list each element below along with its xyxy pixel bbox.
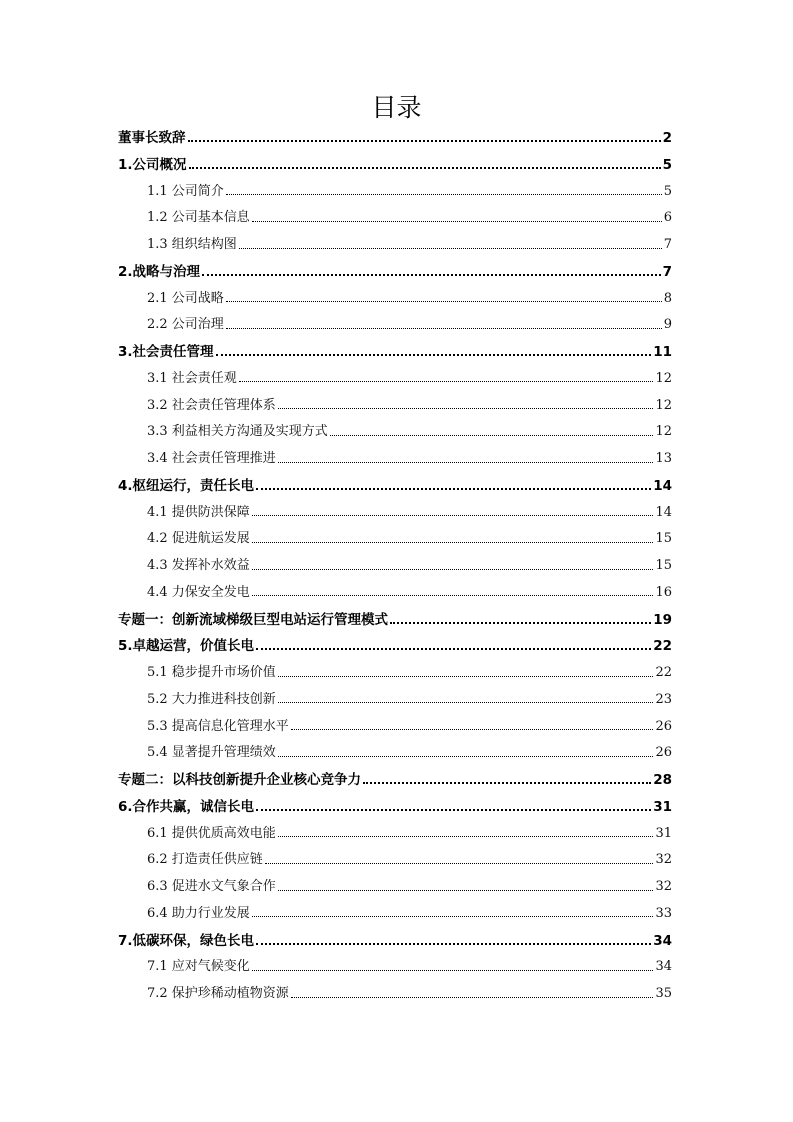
toc-subsection-entry[interactable] [147, 743, 672, 763]
toc-page-number: 7 [663, 237, 672, 252]
toc-dot-leader [278, 890, 654, 891]
toc-page-number: 34 [655, 959, 672, 975]
toc-entry-label: 6.合作共赢，诚信长电 [118, 798, 255, 815]
toc-dot-leader [265, 863, 654, 864]
toc-dot-leader [202, 274, 661, 276]
toc-entry-label: 6.4 助力行业发展 [147, 905, 250, 921]
toc-subsection-entry[interactable] [147, 289, 672, 309]
toc-page-number: 5 [663, 183, 672, 199]
toc-page-number: 15 [655, 531, 672, 547]
toc-subsection-entry[interactable] [147, 503, 672, 523]
toc-dot-leader [278, 836, 654, 837]
toc-entry-label: 7.1 应对气候变化 [147, 959, 250, 975]
toc-section-entry[interactable] [118, 797, 672, 817]
toc-page-number: 34 [653, 932, 672, 949]
toc-section-entry[interactable] [118, 931, 672, 951]
toc-page-number: 6 [663, 210, 672, 226]
toc-entry-label: 3.3 利益相关方沟通及实现方式 [147, 424, 328, 440]
toc-page-number: 12 [655, 424, 672, 440]
toc-entry-label: 4.3 发挥补水效益 [147, 558, 250, 573]
toc-page-number: 14 [653, 477, 672, 494]
toc-page-number: 22 [655, 665, 672, 680]
toc-entry-label: 2.2 公司治理 [147, 317, 224, 333]
toc-entry-label: 5.1 稳步提升市场价值 [147, 665, 276, 680]
toc-dot-leader [252, 542, 654, 543]
toc-dot-leader [189, 167, 661, 169]
toc-dot-leader [252, 569, 654, 570]
toc-subsection-entry[interactable] [147, 529, 672, 549]
toc-page-number: 32 [655, 852, 672, 868]
toc-entry-label: 5.3 提高信息化管理水平 [147, 718, 289, 734]
toc-dot-leader [291, 729, 654, 730]
toc-page-number: 9 [663, 317, 672, 333]
toc-section-entry[interactable] [118, 476, 672, 496]
toc-subsection-entry[interactable] [147, 904, 672, 924]
toc-dot-leader [390, 622, 651, 624]
toc-subsection-entry[interactable] [147, 182, 672, 202]
toc-page-number: 26 [655, 745, 672, 761]
toc-entry-label: 1.1 公司简介 [147, 183, 224, 199]
toc-subsection-entry[interactable] [147, 369, 672, 389]
toc-section-entry[interactable] [118, 770, 672, 790]
toc-page-number: 14 [655, 504, 672, 520]
toc-entry-label: 3.1 社会责任观 [147, 370, 237, 386]
toc-entry-label: 3.4 社会责任管理推进 [147, 451, 276, 466]
toc-entry-label: 5.4 显著提升管理绩效 [147, 745, 276, 761]
toc-subsection-entry[interactable] [147, 422, 672, 442]
toc-entry-label: 1.公司概况 [118, 156, 187, 173]
toc-dot-leader [226, 328, 662, 329]
toc-entry-label: 1.2 公司基本信息 [147, 210, 250, 226]
toc-entry-label: 5.2 大力推进科技创新 [147, 691, 276, 707]
toc-page-number: 22 [653, 638, 672, 655]
toc-dot-leader [278, 408, 654, 409]
toc-subsection-entry[interactable] [147, 449, 672, 469]
toc-entry-label: 2.战略与治理 [118, 263, 201, 280]
toc-subsection-entry[interactable] [147, 235, 672, 255]
toc-dot-leader [256, 488, 651, 490]
toc-page-number: 12 [655, 397, 672, 413]
toc-dot-leader [278, 462, 654, 463]
toc-dot-leader [278, 702, 654, 703]
toc-subsection-entry[interactable] [147, 396, 672, 416]
toc-page-number: 19 [653, 611, 672, 628]
toc-subsection-entry[interactable] [147, 957, 672, 977]
toc-subsection-entry[interactable] [147, 984, 672, 1004]
toc-subsection-entry[interactable] [147, 208, 672, 228]
toc-dot-leader [216, 354, 652, 356]
toc-section-entry[interactable] [118, 262, 672, 282]
toc-page-number: 5 [662, 156, 672, 173]
toc-subsection-entry[interactable] [147, 315, 672, 335]
toc-entry-label: 3.社会责任管理 [118, 344, 214, 360]
toc-entry-label: 1.3 组织结构图 [147, 237, 237, 252]
toc-entry-label: 4.2 促进航运发展 [147, 531, 250, 547]
toc-subsection-entry[interactable] [147, 717, 672, 737]
toc-dot-leader [252, 595, 654, 596]
toc-page-number: 11 [653, 344, 672, 360]
toc-dot-leader [278, 756, 654, 757]
toc-dot-leader [278, 676, 654, 677]
toc-entry-label: 7.2 保护珍稀动植物资源 [147, 986, 289, 1001]
toc-subsection-entry[interactable] [147, 690, 672, 710]
toc-subsection-entry[interactable] [147, 663, 672, 683]
toc-page-number: 15 [655, 558, 672, 573]
toc-page-number: 33 [655, 905, 672, 921]
toc-subsection-entry[interactable] [147, 583, 672, 603]
toc-entry-label: 专题二：以科技创新提升企业核心竞争力 [118, 772, 361, 788]
toc-page-number: 31 [653, 798, 672, 815]
toc-dot-leader [226, 194, 662, 195]
toc-entry-label: 专题一：创新流域梯级巨型电站运行管理模式 [118, 611, 388, 628]
toc-dot-leader [330, 435, 654, 436]
toc-entry-label: 7.低碳环保，绿色长电 [118, 932, 255, 949]
toc-entry-label: 6.3 促进水文气象合作 [147, 879, 276, 894]
toc-page-number: 28 [653, 772, 672, 788]
toc-dot-leader [239, 248, 662, 249]
toc-entry-label: 4.枢纽运行，责任长电 [118, 477, 255, 494]
toc-subsection-entry[interactable] [147, 877, 672, 897]
toc-page-number: 8 [663, 290, 672, 306]
toc-dot-leader [252, 221, 662, 222]
toc-section-entry[interactable] [118, 155, 672, 175]
toc-title: 目录 [371, 93, 422, 122]
toc-page-number: 31 [655, 825, 672, 841]
toc-section-entry[interactable] [118, 610, 672, 630]
toc-dot-leader [226, 301, 662, 302]
toc-entry-label: 6.2 打造责任供应链 [147, 852, 263, 868]
toc-dot-leader [256, 809, 651, 811]
toc-dot-leader [252, 515, 654, 516]
toc-page-number: 32 [655, 879, 672, 894]
toc-page-number: 7 [662, 263, 672, 280]
toc-dot-leader [291, 997, 654, 998]
toc-subsection-entry[interactable] [147, 850, 672, 870]
toc-page-number: 2 [662, 130, 672, 146]
toc-section-entry[interactable] [118, 636, 672, 656]
toc-entry-label: 5.卓越运营，价值长电 [118, 638, 255, 655]
toc-dot-leader [256, 648, 651, 650]
toc-section-entry[interactable] [118, 128, 672, 148]
toc-page-number: 16 [655, 584, 672, 600]
toc-page-number: 23 [655, 691, 672, 707]
toc-dot-leader [239, 381, 654, 382]
toc-entry-label: 2.1 公司战略 [147, 290, 224, 306]
toc-page-number: 12 [655, 370, 672, 386]
toc-entry-label: 董事长致辞 [118, 130, 186, 146]
toc-entry-label: 6.1 提供优质高效电能 [147, 825, 276, 841]
toc-dot-leader [252, 970, 654, 971]
toc-section-entry[interactable] [118, 342, 672, 362]
toc-entry-label: 4.1 提供防洪保障 [147, 504, 250, 520]
toc-page-number: 35 [655, 986, 672, 1001]
toc-dot-leader [252, 916, 654, 917]
toc-dot-leader [188, 140, 661, 142]
toc-dot-leader [256, 943, 651, 945]
toc-entry-label: 4.4 力保安全发电 [147, 584, 250, 600]
toc-subsection-entry[interactable] [147, 824, 672, 844]
toc-subsection-entry[interactable] [147, 556, 672, 576]
toc-page-number: 13 [655, 451, 672, 466]
toc-dot-leader [363, 782, 651, 784]
toc-entry-label: 3.2 社会责任管理体系 [147, 397, 276, 413]
toc-page-number: 26 [655, 718, 672, 734]
